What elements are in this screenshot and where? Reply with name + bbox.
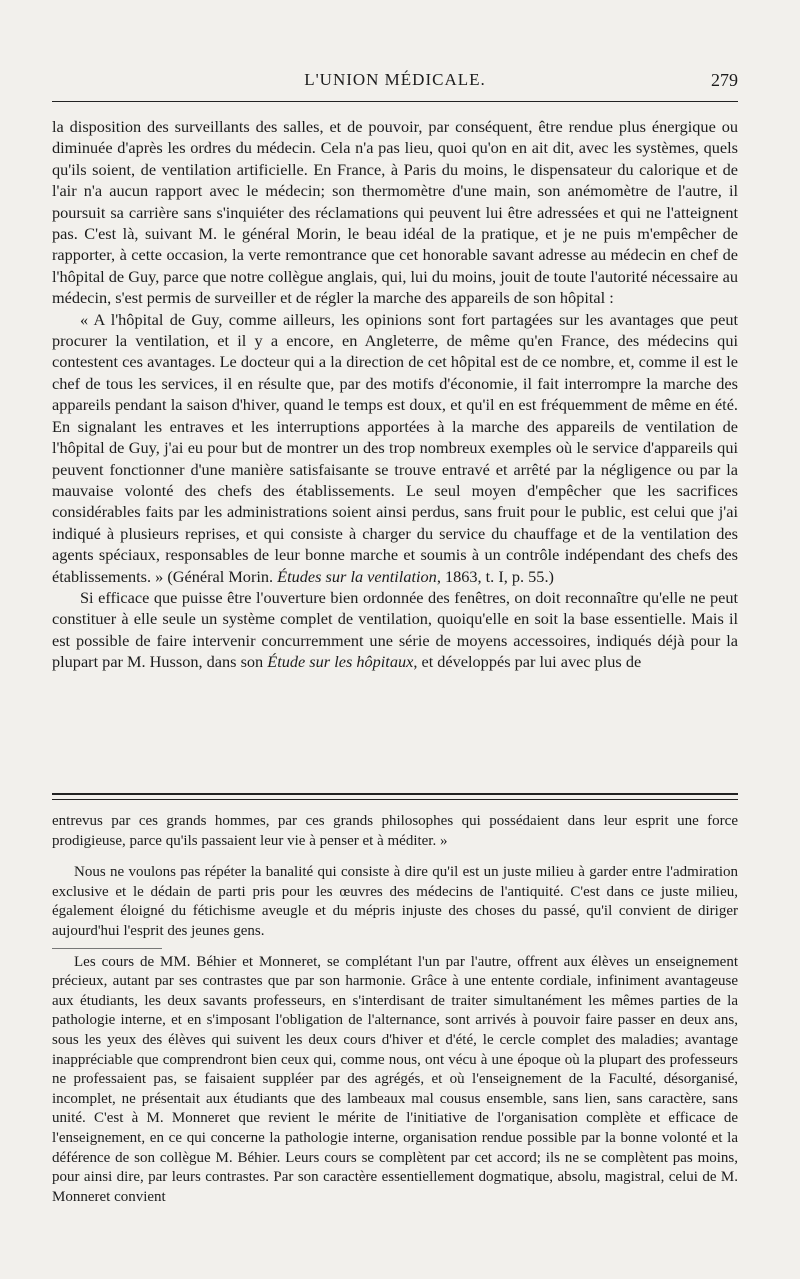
paragraph: la disposition des surveillants des salles, et de pouvoir, par conséquent, être rendue plus énergique ou diminuée d'après les ordres du médecin. Cela n'a pas lieu, quoi qu'on en ait dit, avec les systèmes, quels qu'ils soient, de ventilation artificielle. En France, à Paris du moins, le dispensateur du calorique et de l'air n'a aucun rapport avec le médecin; son thermomètre d'une main, son anémomètre de l'autre, il poursuit sa carrière sans s'inquiéter des réclamations qui peuvent lui être adressées et qui ne l'atteignent pas. C'est là, suivant M. le général Morin, le beau idéal de la pratique, et je ne puis m'empêcher de rapporter, à cette occasion, la verte remontrance que cet honorable savant adresse au médecin en chef de l'hôpital de Guy, parce que notre collègue anglais, qui, lui du moins, jouit de toute l'autorité nécessaire au médecin, s'est permis de surveiller et de régler la marche des appareils de son hôpital : xyxy=(52,117,738,308)
spacer xyxy=(52,851,738,863)
section-divider xyxy=(52,793,738,800)
separator-rule xyxy=(52,948,162,949)
citation-suffix: , 1863, t. I, p. 55.) xyxy=(436,566,554,586)
paragraph: entrevus par ces grands hommes, par ces grands philosophes qui possédaient dans leur esprit une force prodigieuse, parce qu'ils passaient leur vie à penser et à méditer. » xyxy=(52,813,738,849)
paragraph: Les cours de MM. Béhier et Monneret, se complétant l'un par l'autre, offrent aux élèves un enseignement précieux, autant par ses contrastes que par son harmonie. Grâce à une entente cordiale, infiniment avantageuse aux étudiants, les deux savants professeurs, en s'interdisant de traiter simultanément les mêmes parties de la pathologie interne, et en s'imposant l'obligation de l'alternance, sont arrivés à pouvoir faire passer en deux ans, sous les yeux des élèves qui suivent les deux cours d'hiver et d'été, le cercle complet des maladies; avantage inappréciable que comprendront bien ceux qui, comme nous, ont vécu à une époque où la plupart des professeurs ne professaient pas, se faisaient suppléer par des agrégés, et où l'enseignement de la Faculté, désorganisé, incomplet, ne présentait aux étudiants que des lambeaux mal cousus ensemble, sans lien, sans caractère, sans unité. C'est à M. Monneret que revient le mérite de l'initiative de l'organisation complète et efficace de l'enseignement, en ce qui concerne la pathologie interne, organisation rendue possible par la bonne volonté et la déférence de son collègue M. Béhier. Leurs cours se complètent par cet accord; ils ne se complètent pas moins, pour ainsi dire, par leurs contrastes. Par son caractère essentiellement dogmatique, absolu, magistral, celui de M. Monneret convient xyxy=(52,953,738,1205)
header-rule xyxy=(52,101,738,102)
paragraph: Nous ne voulons pas répéter la banalité qui consiste à dire qu'il est un juste milieu à garder entre l'admiration exclusive et le dédain de parti pris pour les œuvres des médecins de l'antiquité. C'est dans ce juste milieu, également éloigné du fétichisme aveugle et du mépris injuste des choses du passé, qu'il convient de diriger aujourd'hui l'esprit des jeunes gens. xyxy=(52,864,738,939)
quotation-text: « A l'hôpital de Guy, comme ailleurs, les opinions sont fort partagées sur les avantages que peut procurer la ventilation, et il y a encore, en Angleterre, de même qu'en France, des médecins qui contestent ces avantages. Le docteur qui a la direction de cet hôpital est de ce nombre, et, comme il est le chef de tous les services, il en résulte que, par des motifs d'économie, il fait interrompre la marche des appareils pendant la saison d'hiver, quand le temps est doux, et qu'il en est fréquemment de même en été. En signalant les entraves et les interruptions apportées à la marche des appareils de ventilation de l'hôpital de Guy, j'ai eu pour but de montrer un des trop nombreux exemples où le service d'appareils qui peuvent fonctionner d'une manière satisfaisante se trouve entravé et arrêté par la négligence ou par la mauvaise volonté des chefs des établissements. Le seul moyen d'empêcher que les sacrifices considérables faits par les administrations soient ainsi perdus, sans fruit pour le public, est celui que j'ai indiqué à plusieurs reprises, et qui consiste à charger du service du chauffage et de la ventilation des agents spéciaux, responsables de leur bonne marche et soumis à un contrôle indépendant des chefs des établissements. » xyxy=(52,309,738,586)
feuilleton-text xyxy=(52,812,738,1207)
paragraph-start: Si efficace que puisse être l'ouverture bien ordonnée des fenêtres, on doit reconnaître qu'elle ne peut constituer à elle seule un système complet de ventilation, quoiqu'elle en soit la base essentielle. Mais il est possible de faire intervenir concurremment une série de moyens accessoires, indiqués déjà pour la plupart par M. Husson, dans son xyxy=(52,587,738,672)
paragraph-end: , et développés par lui avec plus de xyxy=(413,652,642,672)
quotation-paragraph xyxy=(52,309,738,587)
page-number: 279 xyxy=(711,70,738,90)
citation-title: Études sur la ventilation xyxy=(277,566,437,586)
citation xyxy=(167,567,554,586)
citation-prefix: (Général Morin. xyxy=(167,566,278,586)
page-header xyxy=(52,70,738,94)
work-title: Étude sur les hôpitaux xyxy=(267,652,414,672)
main-article xyxy=(52,116,738,673)
running-title: L'UNION MÉDICALE. xyxy=(304,70,486,89)
paragraph xyxy=(52,587,738,673)
